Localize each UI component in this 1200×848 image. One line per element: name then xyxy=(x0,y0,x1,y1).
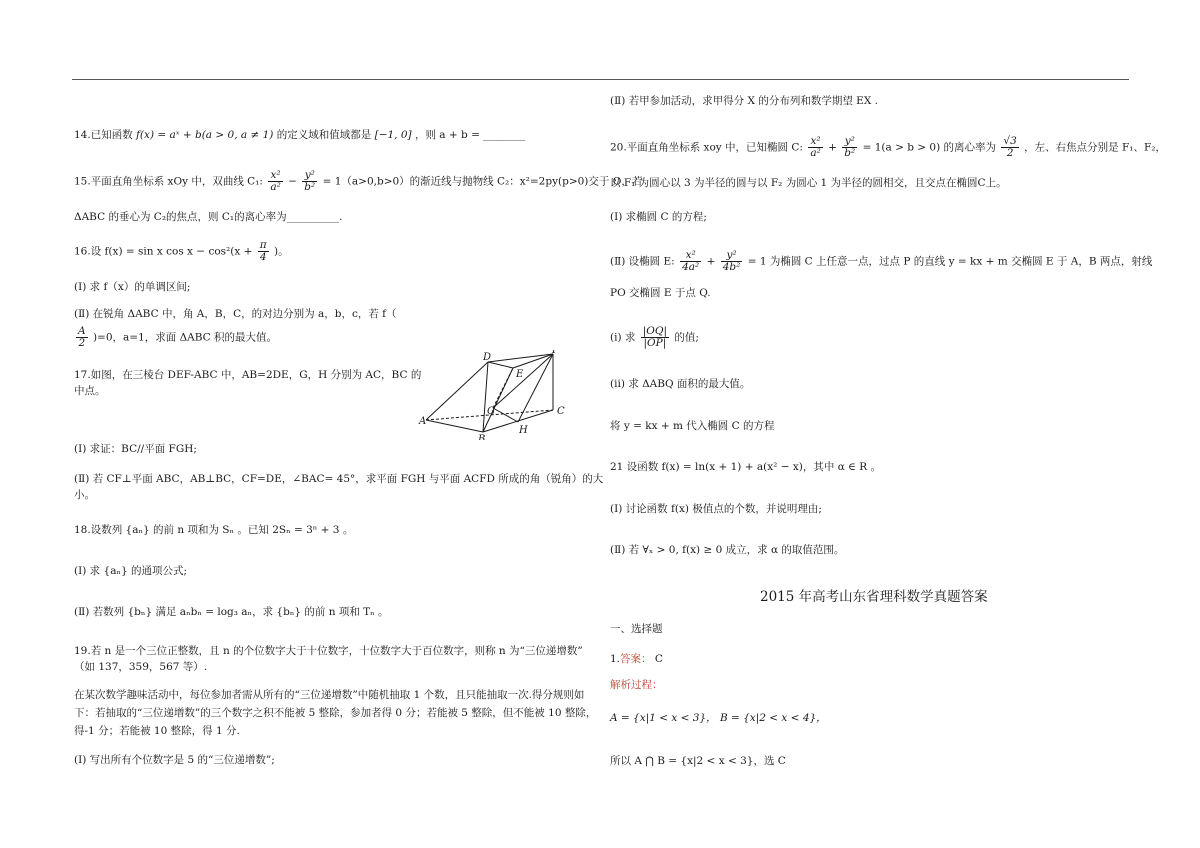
q16-part2-text-a: (Ⅱ) 在锐角 ΔABC 中，角 A，B，C，的对边分别为 a，b，c，若 f（ xyxy=(74,308,397,320)
q16-frac-pi xyxy=(258,240,269,263)
answer-1 xyxy=(610,652,663,666)
question-18-part2: (Ⅱ) 若数列 {bₙ} 满足 aₙbₙ = log₃ aₙ，求 {bₙ} 的前 n 项和 Tₙ 。 xyxy=(74,606,389,618)
question-17-line2: 中点。 xyxy=(74,385,106,397)
q20-frac-ey xyxy=(721,250,743,273)
frustum-figure xyxy=(418,350,588,440)
q16-part2-text-b: )=0，a=1，求面 ΔABC 积的最大值。 xyxy=(92,331,278,344)
question-19-para3: 得-1 分；若能被 10 整除，得 1 分. xyxy=(74,725,240,737)
question-21-line1: 21 设函数 f(x) = ln(x + 1) + a(x² − x)，其中 α ∈ R 。 xyxy=(610,461,881,473)
question-19-part2: (Ⅱ) 若甲参加活动，求甲得分 X 的分布列和数学期望 EX . xyxy=(610,95,878,107)
q14-prefix: 14.已知函数 xyxy=(74,129,133,141)
q15-frac-y xyxy=(302,170,317,193)
q20-sub1-text-a: (i) 求 xyxy=(610,331,636,344)
q20-num1: x² xyxy=(808,136,822,148)
answers-section: 一、选择题 xyxy=(610,623,663,635)
question-17-part2-line1: (Ⅱ) 若 CF⊥平面 ABC，AB⊥BC，CF=DE，∠BAC= 45°，求平面 FGH 与平面 ACFD 所成的角（锐角）的大 xyxy=(74,473,604,485)
q20-den1: a² xyxy=(810,147,821,159)
label-C: C xyxy=(557,406,565,417)
q20-e-plus: + xyxy=(706,255,716,268)
label-G: G xyxy=(487,406,495,417)
question-21-part2: (Ⅱ) 若 ∀ₓ > 0, f(x) ≥ 0 成立，求 α 的取值范围。 xyxy=(610,544,845,556)
answer-1-label: 答案： xyxy=(620,653,652,665)
q20-ecc-num: √3 xyxy=(1003,135,1017,147)
q16-text-b: )。 xyxy=(274,245,289,258)
question-19-para1: 在某次数学趣味活动中，每位参加者需从所有的“三位递增数”中随机抽取 1 个数，且只能抽取一次.得分规则如 xyxy=(74,689,585,701)
q20-ecc-den: 2 xyxy=(1006,147,1014,159)
q15-num2: y² xyxy=(302,170,317,182)
q20-frac-ecc xyxy=(1001,136,1018,159)
label-H: H xyxy=(519,425,528,436)
answer-1-value: C xyxy=(654,653,663,665)
q16-frac-A xyxy=(76,326,88,349)
q15-text-a: 15.平面直角坐标系 xOy 中，双曲线 C₁: xyxy=(74,175,263,188)
label-A: A xyxy=(419,416,427,427)
q20-text-a: 20.平面直角坐标系 xoy 中，已知椭圆 C: xyxy=(610,141,803,154)
frustum-diagram xyxy=(418,350,588,440)
q16-text-a: 16.设 f(x) = sin x cos x − cos²(x + xyxy=(74,245,253,258)
question-15-line1 xyxy=(74,170,642,193)
q16-num: π xyxy=(259,239,267,251)
q14-suffix: ，则 a + b = ________ xyxy=(414,129,526,141)
question-16-part1: (Ⅰ) 求 f（x）的单调区间; xyxy=(74,281,191,293)
question-19-para2: 下：若抽取的“三位递增数”的三个数字之积不能被 5 整除，参加者得 0 分；若能被 5 整除，但不能被 10 整除， xyxy=(74,707,597,719)
q20-sub1-den: |OP| xyxy=(643,337,667,349)
label-F: F xyxy=(552,350,559,356)
q20-sub1-text-b: 的值; xyxy=(674,331,699,344)
question-20-part1: (Ⅰ) 求椭圆 C 的方程; xyxy=(610,211,707,223)
q20-frac-ratio xyxy=(641,326,669,349)
q20-text-b: = 1(a > b > 0) 的离心率为 xyxy=(862,141,997,154)
question-20-part2-line1 xyxy=(610,250,1152,273)
answers-title: 2015 年高考山东省理科数学真题答案 xyxy=(760,589,988,605)
q16-den: 4 xyxy=(259,251,267,263)
question-16-part2-line2 xyxy=(74,326,277,349)
label-B: B xyxy=(478,434,486,440)
question-19-line2: （如 137，359，567 等）. xyxy=(74,661,208,673)
q20-plus: + xyxy=(828,141,837,154)
q15-den2: b² xyxy=(304,181,316,193)
question-17-part1: (Ⅰ) 求证：BC//平面 FGH; xyxy=(74,443,197,455)
answer-conclusion: 所以 A ⋂ B = {x|2 < x < 3}，选 C xyxy=(610,755,786,767)
question-20-line1 xyxy=(610,136,1166,159)
answer-process-label: 解析过程： xyxy=(610,679,663,691)
q15-frac-x xyxy=(268,170,282,193)
label-E: E xyxy=(516,369,524,380)
q16-part2-num: A xyxy=(78,325,86,337)
q20-sub1-num: |OQ| xyxy=(642,325,668,337)
q14-mid: 的定义域和值域都是 xyxy=(276,129,372,141)
q15-minus: − xyxy=(288,175,297,188)
q20-e-num1: x² xyxy=(680,250,701,262)
answer-sets: A = {x|1 < x < 3}， B = {x|2 < x < 4}， xyxy=(610,712,827,724)
question-18-line1: 18.设数列 {aₙ} 的前 n 项和为 Sₙ 。已知 2Sₙ = 3ⁿ + 3 。 xyxy=(74,524,354,536)
question-18-part1: (Ⅰ) 求 {aₙ} 的通项公式; xyxy=(74,565,188,577)
answer-1-num: 1. xyxy=(610,653,621,665)
question-14 xyxy=(74,128,525,142)
question-21-part1: (Ⅰ) 讨论函数 f(x) 极值点的个数，并说明理由; xyxy=(610,503,822,515)
q20-text-c: ，左、右焦点分别是 F₁、F₂， xyxy=(1024,141,1166,154)
q20-den2: b² xyxy=(844,147,856,159)
q20-e-den2: 4b² xyxy=(722,261,741,273)
label-D: D xyxy=(483,352,492,363)
question-20-line2: 以 F₁ 为圆心以 3 为半径的圆与以 F₂ 为圆心 1 为半径的圆相交，且交点在椭圆C上。 xyxy=(610,177,1007,189)
question-16-line1 xyxy=(74,240,289,263)
question-17-part2-line2: 小。 xyxy=(74,489,95,501)
q20-part2-text-a: (Ⅱ) 设椭圆 E: xyxy=(610,255,675,268)
q20-num2: y² xyxy=(842,136,857,148)
question-15-line2: ΔABC 的垂心为 C₂的焦点，则 C₁的离心率为__________. xyxy=(74,211,343,223)
question-19-line1: 19.若 n 是一个三位正整数，且 n 的个位数字大于十位数字，十位数字大于百位数字，则称 n 为“三位递增数” xyxy=(74,645,583,657)
q16-part2-den: 2 xyxy=(78,337,86,349)
question-20-sub2: (ii) 求 ΔABQ 面积的最大值。 xyxy=(610,378,751,390)
q20-frac-x xyxy=(808,136,822,159)
q20-e-den1: 4a² xyxy=(682,261,700,273)
header-rule xyxy=(72,79,1129,80)
q20-e-num2: y² xyxy=(721,250,743,262)
question-20-substitute: 将 y = kx + m 代入椭圆 C 的方程 xyxy=(610,420,775,432)
question-20-part2-line2: PO 交椭圆 E 于点 Q. xyxy=(610,287,711,299)
q14-interval: [−1, 0] xyxy=(374,129,412,141)
q20-part2-text-b: = 1 为椭圆 C 上任意一点，过点 P 的直线 y = kx + m 交椭圆 E 于 A，B 两点，射线 xyxy=(747,255,1153,268)
q15-text-b: = 1（a>0,b>0）的渐近线与抛物线 C₂：x²=2py(p>0)交于 O，若 xyxy=(322,175,643,188)
question-17-line1: 17.如图，在三棱台 DEF-ABC 中，AB=2DE，G，H 分别为 AC，BC 的 xyxy=(74,369,422,381)
q15-num1: x² xyxy=(268,170,282,182)
q14-formula: f(x) = aˣ + b(a > 0, a ≠ 1) xyxy=(136,129,274,141)
question-19-part1: (Ⅰ) 写出所有个位数字是 5 的“三位递增数”; xyxy=(74,754,275,766)
question-16-part2-line1 xyxy=(74,307,397,321)
q20-frac-y xyxy=(842,136,857,159)
q20-frac-ex xyxy=(680,250,701,273)
question-20-sub1 xyxy=(610,326,699,349)
q15-den1: a² xyxy=(270,181,281,193)
